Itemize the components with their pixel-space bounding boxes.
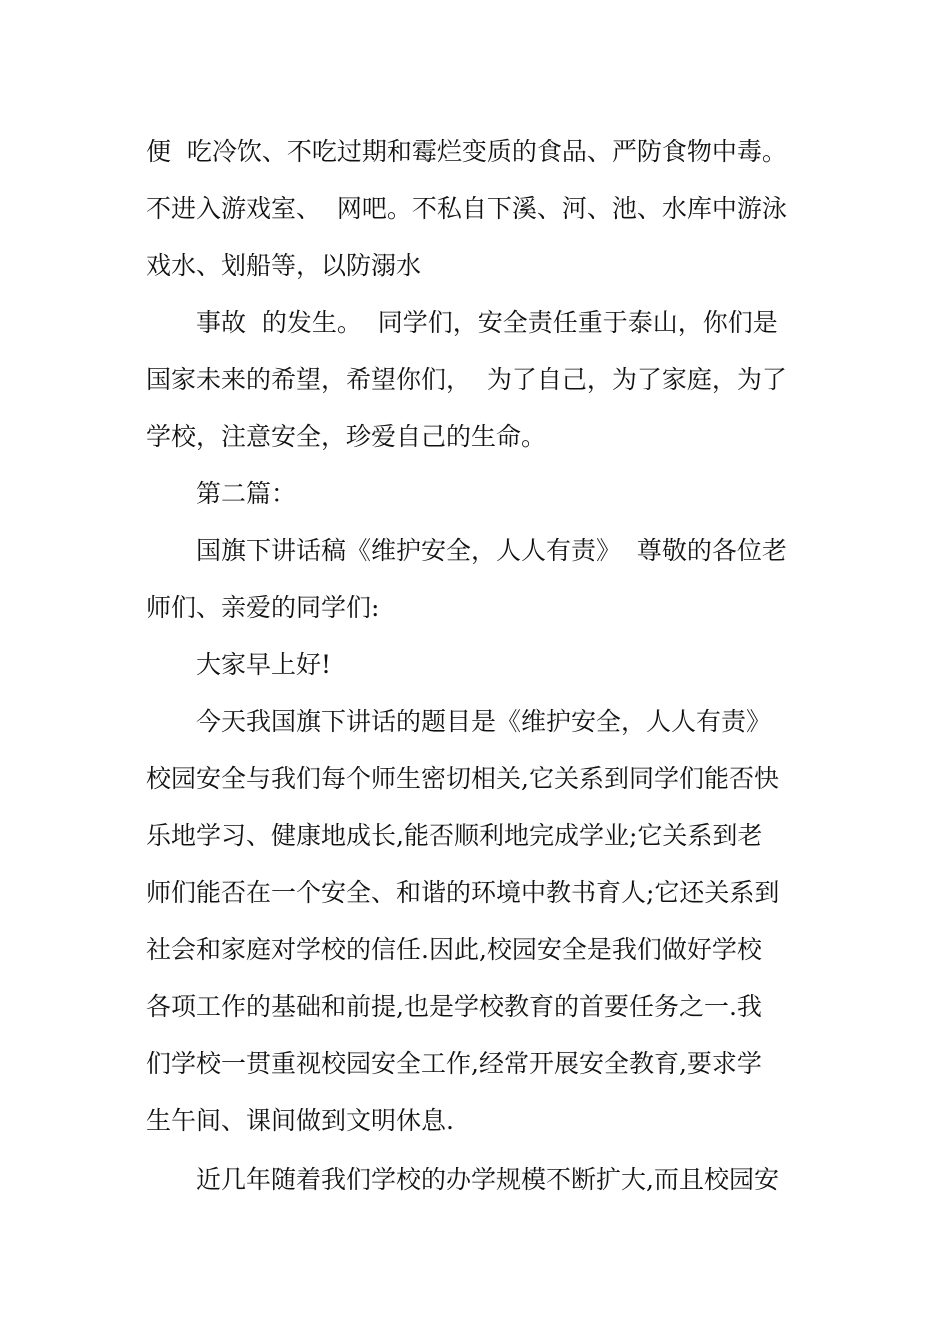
text-line-9: 师们、亲爱的同学们:: [146, 593, 380, 622]
text-line-19: 近几年随着我们学校的办学规模不断扩大,而且校园安: [196, 1165, 779, 1194]
text-line-17: 们学校一贯重视校园安全工作,经常开展安全教育,要求学: [146, 1049, 762, 1078]
text-line-15: 社会和家庭对学校的信任.因此,校园安全是我们做好学校: [146, 935, 762, 964]
text-line-8: 国旗下讲话稿《维护安全，人人有责》 尊敬的各位老: [196, 536, 787, 565]
text-line-18: 生午间、课间做到文明休息.: [146, 1106, 454, 1135]
greeting-line: 大家早上好!: [196, 650, 332, 679]
text-line-2: 不进入游戏室、 网吧。不私自下溪、河、池、水库中游泳: [146, 194, 787, 223]
text-line-16: 各项工作的基础和前提,也是学校教育的首要任务之一.我: [146, 992, 762, 1021]
text-line-5: 国家未来的希望，希望你们， 为了自己，为了家庭，为了: [146, 365, 787, 394]
text-line-14: 师们能否在一个安全、和谐的环境中教书育人;它还关系到: [146, 878, 780, 907]
text-line-11: 今天我国旗下讲话的题目是《维护安全，人人有责》: [196, 707, 772, 736]
section-heading: 第二篇：: [196, 479, 297, 508]
text-line-1: 便 吃冷饮、不吃过期和霉烂变质的食品、严防食物中毒。: [146, 137, 787, 166]
text-line-4: 事故 的发生。 同学们，安全责任重于泰山，你们是: [196, 308, 778, 337]
text-line-3: 戏水、划船等，以防溺水: [146, 251, 422, 280]
text-line-12: 校园安全与我们每个师生密切相关,它关系到同学们能否快: [146, 764, 779, 793]
text-line-6: 学校，注意安全，珍爱自己的生命。: [146, 422, 547, 451]
text-line-13: 乐地学习、健康地成长,能否顺利地完成学业;它关系到老: [146, 821, 763, 850]
